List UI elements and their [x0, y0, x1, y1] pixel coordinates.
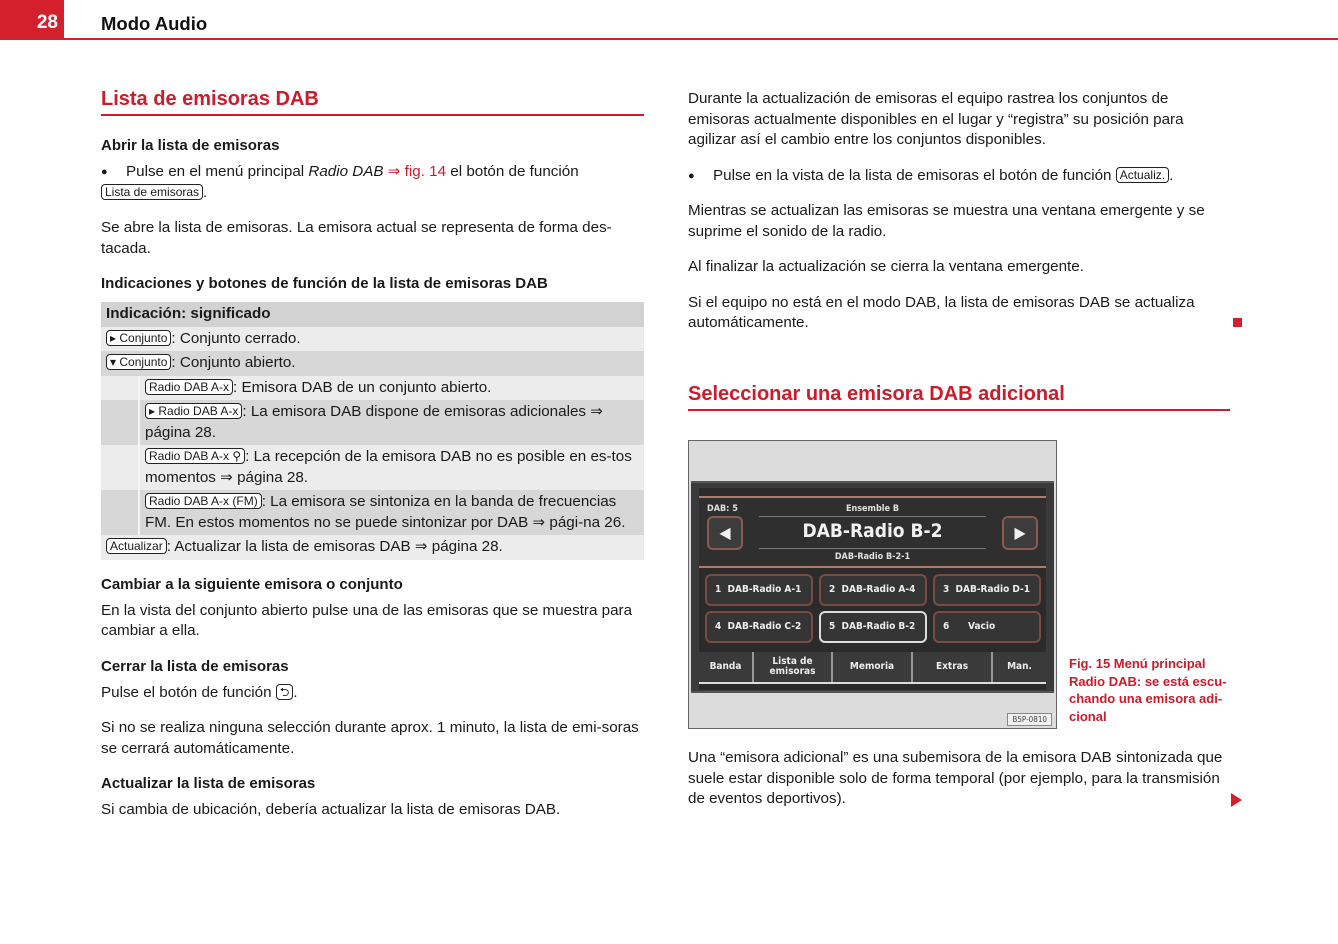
key-radio-dab-fm: Radio DAB A-x (FM): [145, 493, 262, 509]
menu-name: Radio DAB: [308, 163, 384, 180]
section-title-dab-list: Lista de emisoras DAB: [101, 86, 644, 116]
table-row: [101, 535, 644, 560]
dab-number: DAB: 5: [707, 504, 738, 514]
divider: [759, 516, 986, 517]
screen-inner: [699, 488, 1046, 690]
page-number: 28: [36, 12, 58, 33]
figure-radio-screen: [688, 440, 1057, 729]
table-row: [101, 351, 644, 376]
key-lista-de-emisoras: Lista de emisoras: [101, 184, 203, 200]
text: Pulse en el menú principal: [126, 163, 309, 180]
preset-button-1[interactable]: 1 DAB-Radio A-1: [705, 574, 813, 606]
chapter-title: Modo Audio: [101, 13, 208, 34]
preset-button-4[interactable]: 4 DAB-Radio C-2: [705, 611, 813, 643]
text: Pulse en la vista de la lista de emisoras el botón de función: [713, 166, 1116, 184]
key-actualizar: Actualizar: [106, 538, 167, 554]
table-row: [101, 445, 644, 490]
heading-close-list: Cerrar la lista de emisoras: [101, 657, 289, 675]
paragraph-update-list: Si cambia de ubicación, debería actualizar la lista de emisoras DAB.: [101, 801, 561, 818]
section-title-additional: Seleccionar una emisora DAB adicional: [688, 381, 1230, 411]
sub-station: DAB-Radio B-2-1: [834, 552, 911, 562]
next-station-button[interactable]: ▶: [1002, 516, 1038, 550]
paragraph-change-station: En la vista del conjunto abierto pulse una de las emisoras que se muestra para cambiar a ella.: [101, 601, 633, 639]
preset-button-2[interactable]: 2 DAB-Radio A-4: [819, 574, 927, 606]
paragraph-popup-close: Al finalizar la actualización se cierra la ventana emergente.: [688, 258, 1084, 275]
heading-table: Indicaciones y botones de función de la lista de emisoras DAB: [101, 275, 548, 292]
table-row: [101, 490, 644, 535]
current-station: DAB-Radio B-2: [802, 520, 943, 542]
text: el botón de función: [446, 163, 579, 180]
key-conjunto-open: ▾ Conjunto: [106, 354, 171, 370]
row-text: : Conjunto abierto.: [171, 354, 296, 371]
key-line: Lista de emisoras .: [101, 183, 644, 204]
extras-button[interactable]: Extras: [913, 652, 993, 682]
paragraph-auto-close: Si no se realiza ninguna selección durante aprox. 1 minuto, la lista de emi-soras se cerrará automáticamente.: [101, 719, 639, 757]
right-column: [688, 89, 1230, 411]
radio-screen: [691, 481, 1054, 693]
manual-button[interactable]: Man.: [993, 652, 1046, 682]
row-text: : Conjunto cerrado.: [171, 329, 301, 347]
table-header: Indicación: significado: [101, 302, 644, 327]
ensemble-name: Ensemble B: [845, 504, 900, 514]
prev-station-button[interactable]: ◀: [707, 516, 743, 550]
row-text: : Emisora DAB de un conjunto abierto.: [233, 378, 492, 396]
memory-button[interactable]: Memoria: [833, 652, 913, 682]
row-text: : Actualizar la lista de emisoras DAB ⇒ página 28.: [166, 538, 503, 555]
heading-update-list: Actualizar la lista de emisoras: [101, 775, 316, 792]
paragraph-auto-update: Si el equipo no está en el modo DAB, la lista de emisoras DAB se actualiza automáticamente.: [688, 293, 1195, 331]
key-actualiz: Actualiz.: [1116, 167, 1169, 183]
station-list-button[interactable]: Lista de emisoras: [754, 652, 833, 682]
continue-arrow-icon: [1231, 793, 1242, 807]
preset-button-3[interactable]: 3 DAB-Radio D-1: [933, 574, 1041, 606]
heading-change-station: Cambiar a la siguiente emisora o conjunto: [101, 575, 403, 593]
table-row: [101, 400, 644, 445]
function-bar: [699, 652, 1046, 684]
paragraph-close-list: Pulse el botón de función ⮌ .: [101, 683, 298, 701]
key-radio-dab-no-reception: Radio DAB A-x ⚲: [145, 448, 245, 464]
section-end-marker: [1233, 318, 1242, 327]
band-button[interactable]: Banda: [699, 652, 754, 682]
figure-caption: Fig. 15 Menú principal Radio DAB: se está escu-chando una emisora adi-cional: [1069, 656, 1227, 724]
divider: [759, 548, 986, 549]
bullet-update: ● Pulse en la vista de la lista de emisoras el botón de función Actualiz. .: [688, 166, 1230, 187]
station-display: [699, 496, 1046, 568]
bullet-open-list: [101, 162, 644, 183]
preset-button-6[interactable]: 6 Vacio: [933, 611, 1041, 643]
figure-link[interactable]: ⇒ fig. 14: [387, 163, 447, 180]
preset-button-5-active[interactable]: 5 DAB-Radio B-2: [819, 611, 927, 643]
text: Pulse el botón de función: [101, 683, 276, 701]
indications-table: [101, 302, 644, 560]
row-text: : La emisora DAB dispone de emisoras adicionales ⇒ página 28.: [145, 403, 603, 441]
paragraph-popup: Mientras se actualizan las emisoras se muestra una ventana emergente y se suprime el sonido de la radio.: [688, 202, 1205, 240]
heading-open-list: Abrir la lista de emisoras: [101, 137, 280, 154]
table-row: [101, 327, 644, 352]
back-key-icon: ⮌: [276, 684, 294, 700]
paragraph-update-process: Durante la actualización de emisoras el equipo rastrea los conjuntos de emisoras actualmente disponibles en el lugar y “registra” su posición para agilizar así el cambio entre los conjuntos disponibles.: [688, 90, 1184, 148]
key-conjunto-closed: ▸ Conjunto: [106, 330, 171, 346]
paragraph-open-result: Se abre la lista de emisoras. La emisora actual se representa de forma des-tacada.: [101, 219, 612, 257]
paragraph-additional-station: Una “emisora adicional” es una subemisora de la emisora DAB sintonizada que suele estar disponible solo de forma temporal (por ejemplo, para la transmisión de eventos deportivos).: [688, 749, 1223, 807]
row-text: : La emisora se sintoniza en la banda de frecuencias FM. En estos momentos no se puede sintonizar por DAB ⇒ pági-na 26.: [145, 493, 626, 531]
key-radio-dab: Radio DAB A-x: [145, 379, 233, 395]
header-rule: [64, 38, 1338, 40]
figure-code: B5P-0810: [1007, 713, 1052, 726]
row-text: : La recepción de la emisora DAB no es posible en es-tos momentos ⇒ página 28.: [145, 448, 632, 486]
table-row: [101, 376, 644, 401]
key-radio-dab-additional: ▸ Radio DAB A-x: [145, 403, 242, 419]
left-column: [101, 86, 644, 821]
